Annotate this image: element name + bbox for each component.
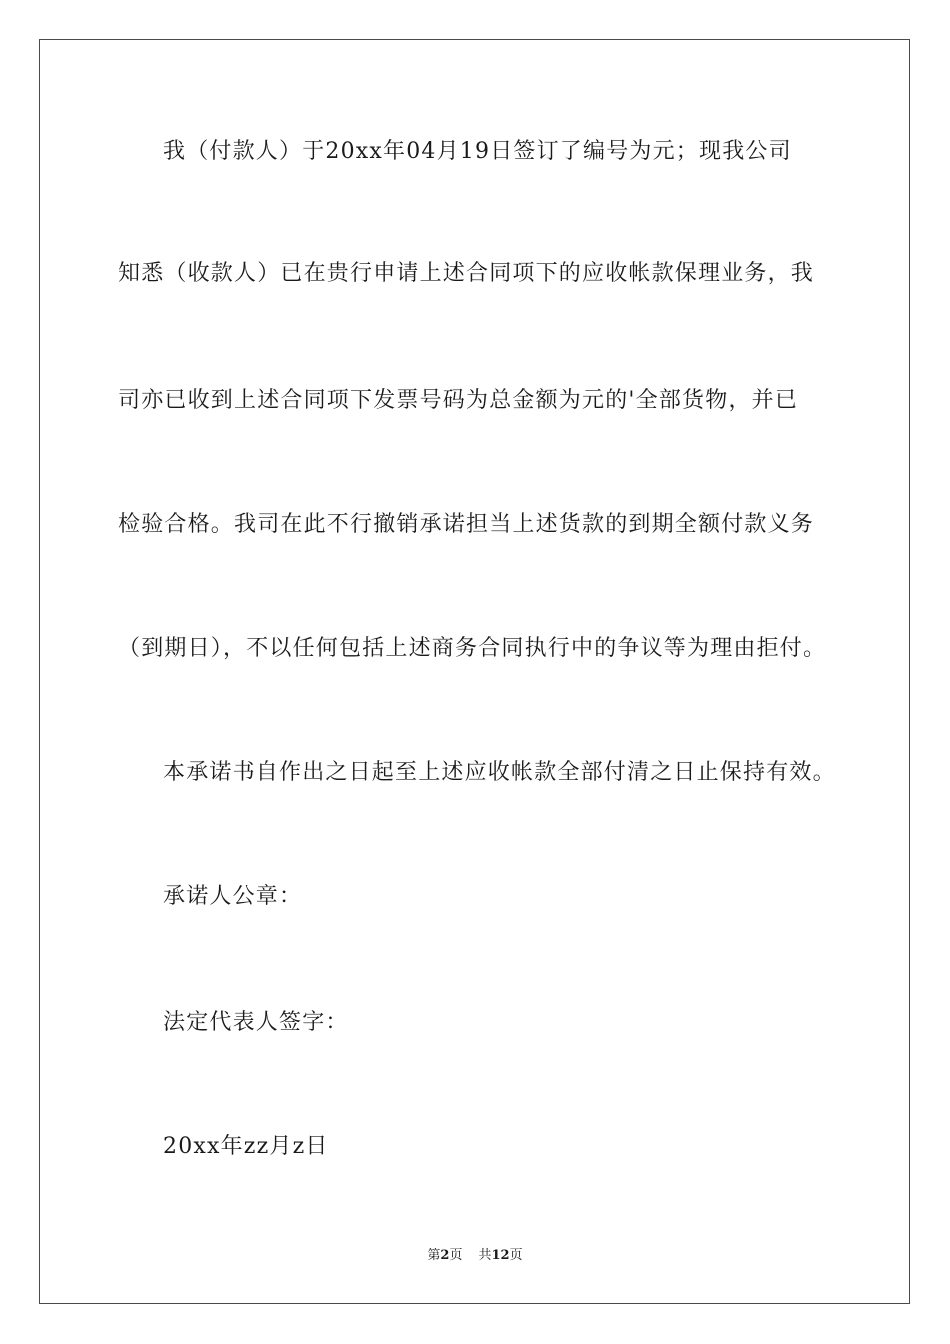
total-suffix: 页	[509, 1248, 523, 1263]
total-prefix: 共	[478, 1248, 492, 1263]
total-page-number: 12	[491, 1248, 510, 1263]
paragraph-1-line-5: （到期日），不以任何包括上述商务合同执行中的争议等为理由拒付。	[118, 636, 827, 661]
paragraph-1-line-1: 我（付款人）于20xx年04月19日签订了编号为元；现我公司	[163, 139, 792, 164]
paragraph-1-line-2: 知悉（收款人）已在贵行申请上述合同项下的应收帐款保理业务，我	[118, 261, 815, 286]
page-prefix: 第	[427, 1248, 441, 1263]
current-page-number: 2	[440, 1248, 450, 1263]
page-footer	[0, 1247, 950, 1265]
page-suffix: 页	[449, 1248, 463, 1263]
validity-paragraph: 本承诺书自作出之日起至上述应收帐款全部付清之日止保持有效。	[163, 760, 836, 785]
paragraph-1-line-3: 司亦已收到上述合同项下发票号码为总金额为元的'全部货物，并已	[118, 388, 799, 413]
page-border	[39, 39, 910, 1304]
seal-label: 承诺人公章：	[163, 884, 303, 909]
date-line: 20xx年zz月z日	[163, 1134, 329, 1159]
paragraph-1-line-4: 检验合格。我司在此不行撤销承诺担当上述货款的到期全额付款义务	[118, 512, 815, 537]
signature-label: 法定代表人签字：	[163, 1010, 349, 1035]
